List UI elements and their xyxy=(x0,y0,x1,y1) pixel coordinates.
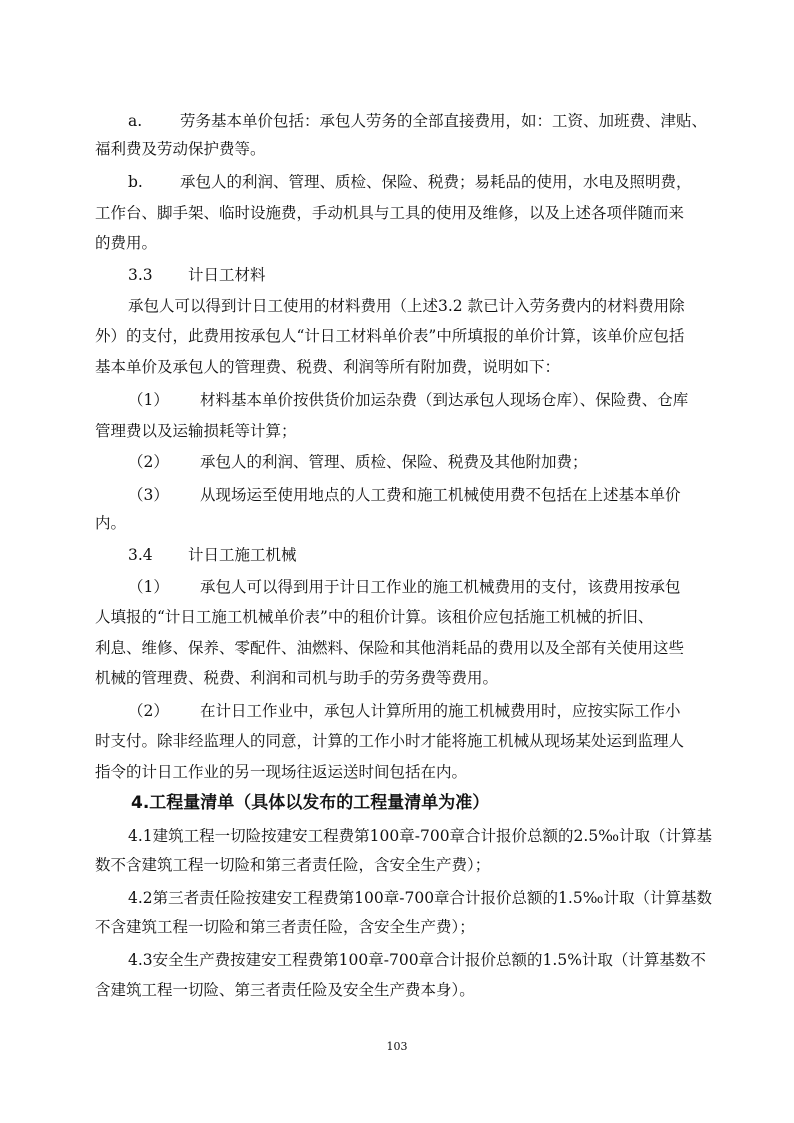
section-3-4-item1-line2: 人填报的“计日工施工机械单价表”中的租价计算。该租价应包括施工机械的折旧、 xyxy=(95,608,654,626)
section-number: 3.4 xyxy=(128,546,153,564)
section-3-4-item1-line4: 机械的管理费、税费、利润和司机与助手的劳务费等费用。 xyxy=(95,669,499,687)
section-3-4-item2-line3: 指令的计日工作业的另一现场往返运送时间包括在内。 xyxy=(95,763,468,781)
section-4-item3-line2: 含建筑工程一切险、第三者责任险及安全生产费本身）。 xyxy=(95,981,475,999)
section-3-3-para-line2: 外）的支付，此费用按承包人“计日工材料单价表”中所填报的单价计算，该单价应包括 xyxy=(95,327,685,345)
item-a-line2: 福利费及劳动保护费等。 xyxy=(95,140,266,158)
item-text: 承包人可以得到用于计日工作业的施工机械费用的支付，该费用按承包 xyxy=(200,578,681,596)
page-number: 103 xyxy=(386,1040,408,1053)
section-3-4-item2-line1 xyxy=(128,701,715,721)
item-label: （1） xyxy=(128,578,169,596)
item-b-text: 承包人的利润、管理、质检、保险、税费；易耗品的使用，水电及照明费， xyxy=(180,173,692,191)
section-title: 计日工材料 xyxy=(188,266,266,284)
item-b-line1 xyxy=(128,172,715,192)
section-3-3-item1-line2: 管理费以及运输损耗等计算； xyxy=(95,422,297,440)
item-a-text: 劳务基本单价包括：承包人劳务的全部直接费用，如：工资、加班费、津贴、 xyxy=(180,112,708,130)
section-number: 3.3 xyxy=(128,266,153,284)
item-text: 在计日工作业中，承包人计算所用的施工机械费用时，应按实际工作小 xyxy=(200,702,681,720)
section-4-heading: 4.工程量清单（具体以发布的工程量清单为准） xyxy=(131,793,490,813)
section-3-3-para-line1: 承包人可以得到计日工使用的材料费用（上述3.2 款已计入劳务费内的材料费用除 xyxy=(128,297,685,315)
section-4-item2-line2: 不含建筑工程一切险和第三者责任险，含安全生产费）； xyxy=(95,918,475,936)
section-3-3-para-line3: 基本单价及承包人的管理费、税费、利润等所有附加费，说明如下： xyxy=(95,358,561,376)
item-b-line2: 工作台、脚手架、临时设施费，手动机具与工具的使用及维修，以及上述各项伴随而来 xyxy=(95,204,685,222)
section-3-3-item2 xyxy=(128,452,715,472)
item-label: （1） xyxy=(128,391,169,409)
section-title: 计日工施工机械 xyxy=(188,546,297,564)
section-3-3-item1-line1 xyxy=(128,390,715,410)
item-label: （3） xyxy=(128,486,169,504)
section-4-item2-line1: 4.2第三者责任险按建安工程费第100章-700章合计报价总额的1.5‰计取（计算基数 xyxy=(128,889,713,907)
item-text: 材料基本单价按供货价加运杂费（到达承包人现场仓库）、保险费、仓库 xyxy=(200,391,689,409)
section-3-3-title xyxy=(128,265,715,285)
item-b-label: b. xyxy=(128,173,143,191)
section-3-4-item1-line3: 利息、维修、保养、零配件、油燃料、保险和其他消耗品的费用以及全部有关使用这些 xyxy=(95,639,685,657)
section-4-item1-line2: 数不含建筑工程一切险和第三者责任险，含安全生产费）； xyxy=(95,856,491,874)
section-3-4-item2-line2: 时支付。除非经监理人的同意，计算的工作小时才能将施工机械从现场某处运到监理人 xyxy=(95,732,685,750)
item-label: （2） xyxy=(128,702,169,720)
item-b-line3: 的费用。 xyxy=(95,234,158,252)
item-label: （2） xyxy=(128,453,169,471)
item-text: 从现场运至使用地点的人工费和施工机械使用费不包括在上述基本单价 xyxy=(200,486,681,504)
section-3-3-item3-line1 xyxy=(128,485,715,505)
item-a-line1 xyxy=(128,111,715,131)
section-4-item3-line1: 4.3安全生产费按建安工程费第100章-700章合计报价总额的1.5%计取（计算基数不 xyxy=(128,951,706,969)
section-3-4-title xyxy=(128,545,715,565)
section-3-4-item1-line1 xyxy=(128,577,715,597)
section-3-3-item3-line2: 内。 xyxy=(95,514,127,532)
item-a-label: a. xyxy=(128,112,143,130)
section-4-item1-line1: 4.1建筑工程一切险按建安工程费第100章-700章合计报价总额的2.5‰计取（计算基 xyxy=(128,827,713,845)
item-text: 承包人的利润、管理、质检、保险、税费及其他附加费； xyxy=(200,453,588,471)
